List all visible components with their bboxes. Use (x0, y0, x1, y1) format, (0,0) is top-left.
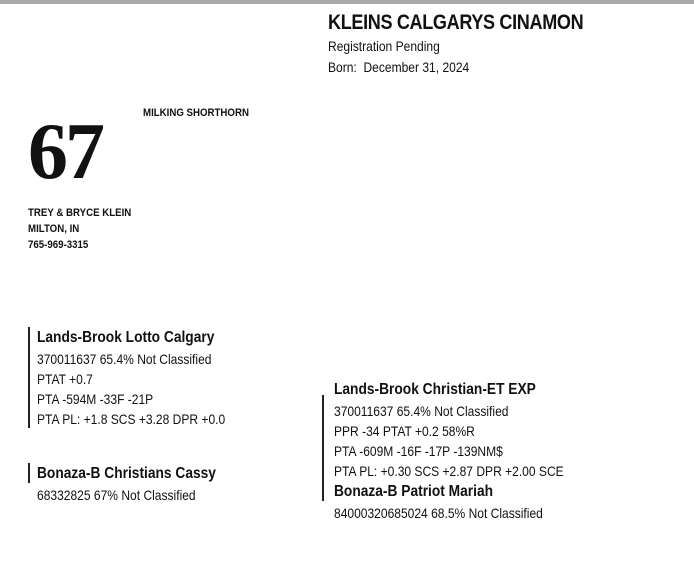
sire-bracket (28, 327, 30, 428)
dam-name: Bonaza-B Christians Cassy (37, 465, 216, 482)
consignor-block (28, 205, 131, 253)
dam-sire-line: PTA -609M -16F -17P -139NM$ (334, 443, 503, 459)
consignor-location: MILTON, IN (28, 223, 80, 235)
dam-line: 68332825 67% Not Classified (37, 487, 196, 503)
breed-label: MILKING SHORTHORN (143, 107, 249, 119)
lot-number: 67 (28, 108, 102, 196)
top-rule (0, 0, 694, 4)
sire-line: PTA PL: +1.8 SCS +3.28 DPR +0.0 (37, 411, 226, 427)
dam-sire-line: PPR -34 PTAT +0.2 58%R (334, 423, 475, 439)
dam-bracket (28, 463, 30, 483)
born-label: Born: (328, 59, 357, 75)
sire-name: Lands-Brook Lotto Calgary (37, 329, 215, 346)
registration-status: Registration Pending (328, 38, 440, 54)
sire-line: PTA -594M -33F -21P (37, 391, 154, 407)
dam-sire-line: 370011637 65.4% Not Classified (334, 403, 509, 419)
animal-name: KLEINS CALGARYS CINAMON (328, 11, 584, 34)
birth-date-line (328, 59, 469, 75)
dam-sire-name: Lands-Brook Christian-ET EXP (334, 381, 536, 398)
dam-sire-line: PTA PL: +0.30 SCS +2.87 DPR +2.00 SCE (334, 463, 564, 479)
dam-sire-bracket (322, 395, 324, 501)
dam-dam-line: 84000320685024 68.5% Not Classified (334, 505, 543, 521)
consignor-phone: 765-969-3315 (28, 239, 89, 251)
consignor-name: TREY & BRYCE KLEIN (28, 207, 132, 219)
sire-line: PTAT +0.7 (37, 371, 93, 387)
sire-line: 370011637 65.4% Not Classified (37, 351, 212, 367)
born-date: December 31, 2024 (363, 59, 470, 75)
dam-dam-name: Bonaza-B Patriot Mariah (334, 483, 494, 500)
